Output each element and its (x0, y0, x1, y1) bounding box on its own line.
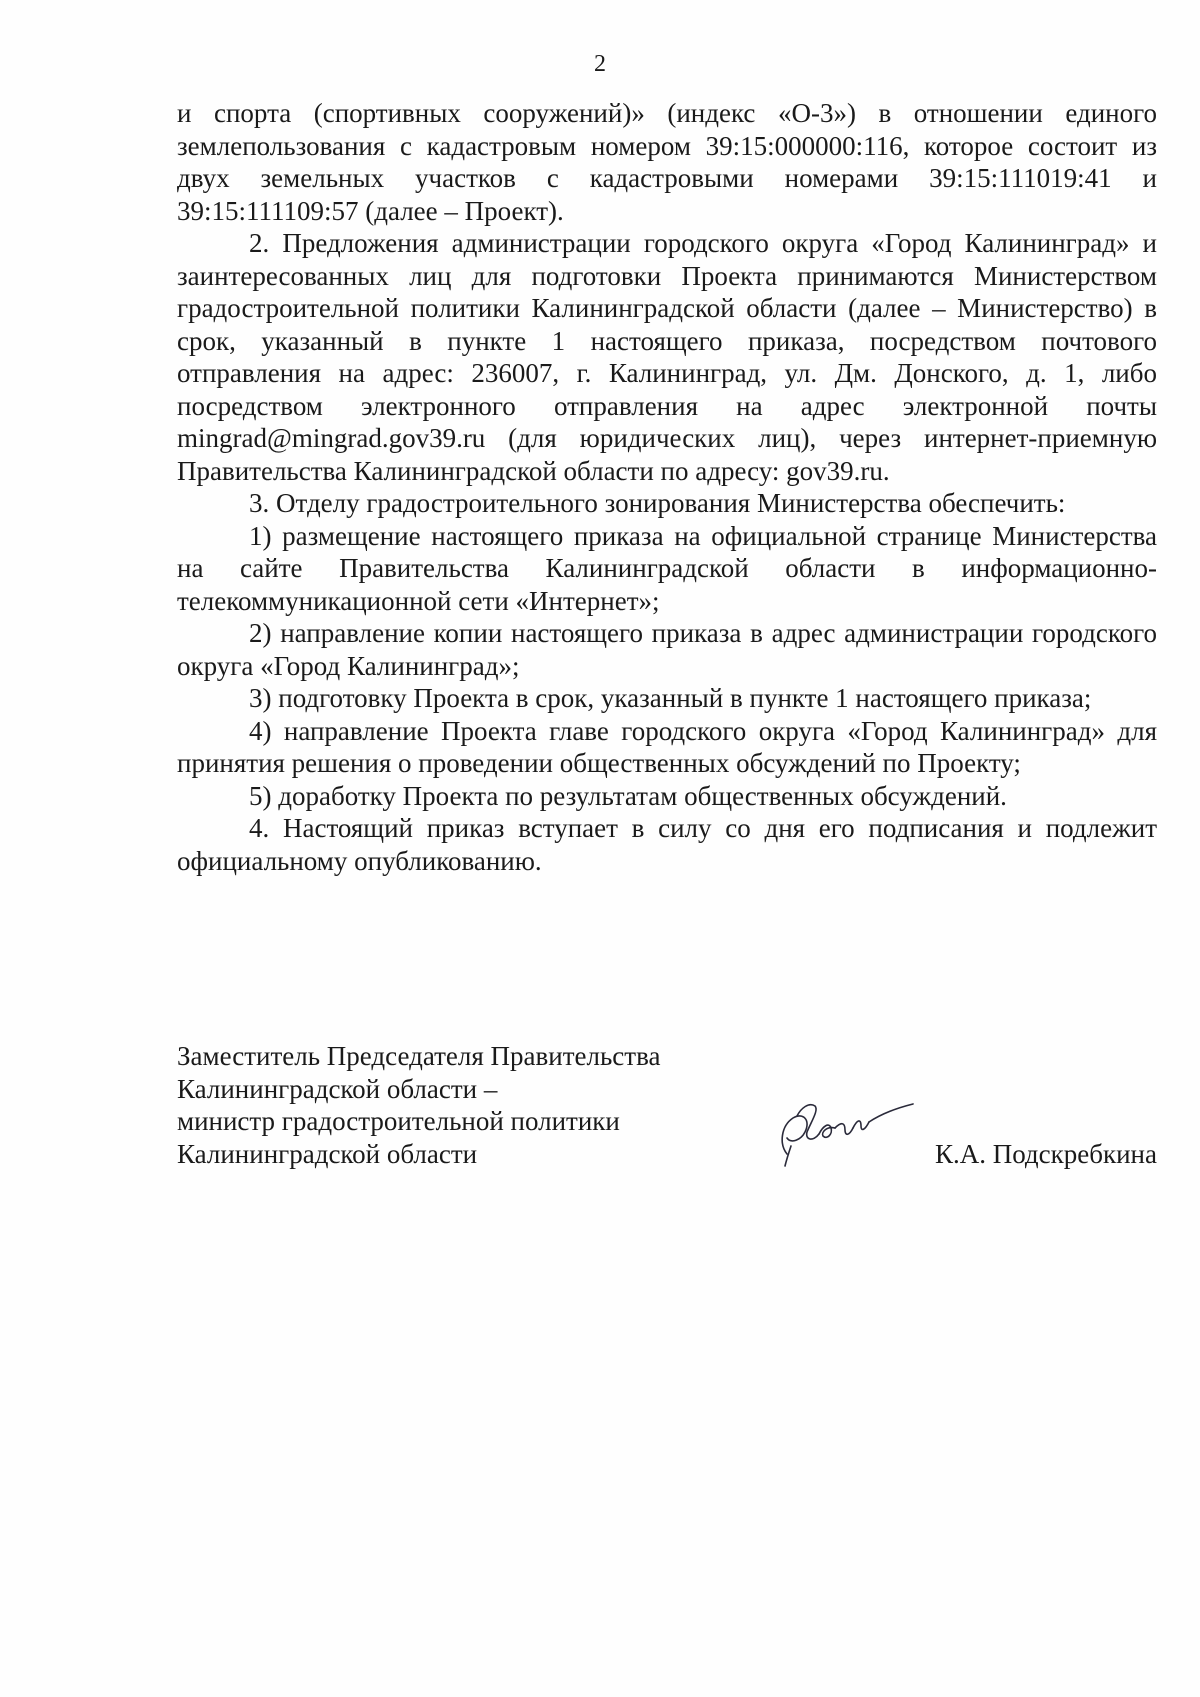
paragraph-subitem-3: 3) подготовку Проекта в срок, указанный в пункте 1 настоящего приказа; (249, 683, 1092, 713)
document-body (177, 97, 1157, 877)
paragraph-subitem-2: 2) направление копии настоящего приказа в адрес администрации городского округа «Город Калининград»; (177, 618, 1157, 681)
signatory-title-line: министр градостроительной политики (177, 1106, 620, 1136)
paragraph-subitem-1: 1) размещение настоящего приказа на официальной странице Министерства на сайте Правительства Калининградской области в информационно-телекоммуникационной сети «Интернет»; (177, 520, 1157, 616)
paragraph-subitem-4: 4) направление Проекта главе городского округа «Город Калининград» для принятия решения о проведении общественных обсуждений по Проекту; (177, 715, 1157, 778)
signatory-title (177, 1040, 737, 1170)
paragraph-continuation: и спорта (спортивных сооружений)» (индекс «О-3») в отношении единого землепользования с кадастровым номером 39:15:000000:116, которое состоит из двух земельных участков с кадастровыми номерами 39:15:111019:41 и 39:15:111109:57 (далее – Проект). (177, 98, 1157, 226)
paragraph-subitem-5: 5) доработку Проекта по результатам общественных обсуждений. (249, 780, 1007, 811)
handwritten-signature (757, 1092, 917, 1172)
page-number: 2 (594, 51, 606, 77)
paragraph-item-2: 2. Предложения администрации городского округа «Город Калининград» и заинтересованных лиц для подготовки Проекта принимаются Министерством градостроительной политики Калининградской области (далее – Министерство) в срок, указанный в пункте 1 настоящего приказа, посредством почтового отправления на адрес: 236007, г. Калининград, ул. Дм. Донского, д. 1, либо посредством электронного отправления на адрес электронной почты mingrad@mingrad.gov39.ru (для юридических лиц), через интернет-приемную Правительства Калининградской области по адресу: gov39.ru. (177, 228, 1157, 486)
paragraph-item-4: 4. Настоящий приказ вступает в силу со дня его подписания и подлежит официальному опубликованию. (177, 813, 1157, 876)
signatory-name: К.А. Подскребкина (934, 1139, 1157, 1169)
signatory-title-line: Заместитель Председателя Правительства (177, 1041, 661, 1071)
paragraph-item-3: 3. Отделу градостроительного зонирования Министерства обеспечить: (249, 488, 1066, 518)
signature-block (177, 1040, 1157, 1180)
signatory-title-line: Калининградской области – (177, 1073, 498, 1104)
signatory-title-line: Калининградской области (177, 1138, 478, 1169)
